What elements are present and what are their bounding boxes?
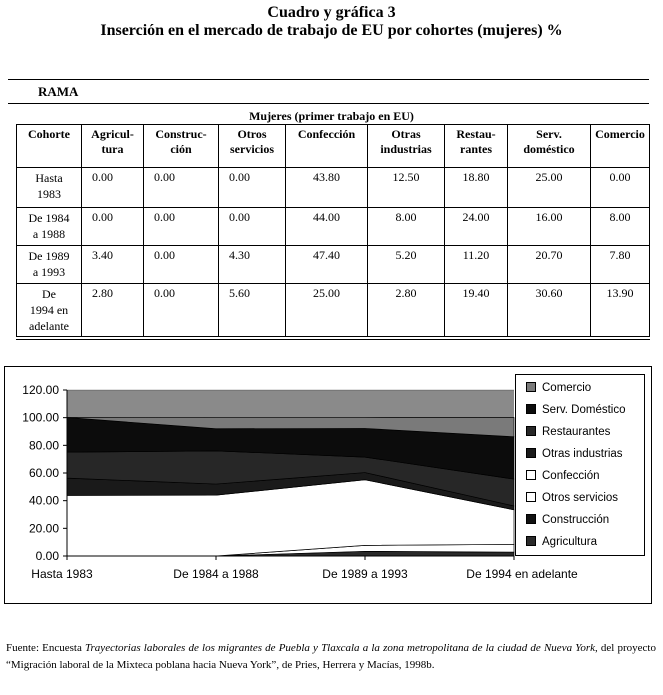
legend-item	[526, 381, 591, 395]
legend-label: Restaurantes	[542, 426, 611, 438]
cohort-cell: Hasta 1983	[17, 168, 82, 208]
value-cell: 11.20	[445, 246, 508, 284]
legend-item	[526, 403, 626, 417]
source-prefix: Fuente: Encuesta	[6, 642, 86, 654]
value-cell: 0.00	[219, 168, 286, 208]
value-cell: 2.80	[82, 284, 144, 337]
value-cell: 0.00	[144, 208, 219, 246]
table-header: Cohorte	[17, 125, 82, 168]
source-note	[6, 640, 656, 674]
value-cell: 0.00	[144, 168, 219, 208]
table-header: Restau- rantes	[445, 125, 508, 168]
y-tick-label: 0.00	[35, 549, 59, 563]
y-tick-label: 20.00	[28, 521, 59, 536]
cohort-cell: De 1994 en adelante	[17, 284, 82, 337]
value-cell: 25.00	[286, 284, 368, 337]
value-cell: 5.20	[368, 246, 445, 284]
value-cell: 44.00	[286, 208, 368, 246]
group-header: Mujeres (primer trabajo en EU)	[249, 109, 414, 123]
legend-item	[526, 535, 597, 549]
legend-swatch	[526, 426, 536, 436]
x-tick-label: Hasta 1983	[31, 567, 93, 581]
cohort-cell: De 1989 a 1993	[17, 246, 82, 284]
legend-label: Comercio	[542, 382, 592, 394]
legend-swatch	[526, 404, 536, 414]
legend-label: Agricultura	[542, 536, 597, 548]
value-cell: 47.40	[286, 246, 368, 284]
legend-item	[526, 513, 609, 527]
value-cell: 25.00	[508, 168, 591, 208]
value-cell: 13.90	[591, 284, 650, 337]
value-cell: 8.00	[591, 208, 650, 246]
table-header: Otros servicios	[219, 125, 286, 168]
value-cell: 43.80	[286, 168, 368, 208]
x-tick-label: De 1984 a 1988	[173, 567, 259, 581]
value-cell: 0.00	[219, 208, 286, 246]
table-header: Comercio	[591, 125, 650, 168]
value-cell: 8.00	[368, 208, 445, 246]
value-cell: 3.40	[82, 246, 144, 284]
legend-swatch	[526, 382, 536, 392]
value-cell: 7.80	[591, 246, 650, 284]
value-cell: 16.00	[508, 208, 591, 246]
table-header: Confección	[286, 125, 368, 168]
x-tick-label: De 1989 a 1993	[322, 567, 408, 581]
legend-label: Confección	[542, 470, 600, 482]
legend-item	[526, 447, 623, 461]
value-cell: 0.00	[82, 208, 144, 246]
legend-swatch	[526, 448, 536, 458]
legend-item	[526, 469, 600, 483]
value-cell: 0.00	[144, 284, 219, 337]
value-cell: 5.60	[219, 284, 286, 337]
y-tick-label: 60.00	[28, 466, 59, 480]
y-tick-label: 120.00	[22, 383, 59, 397]
legend-swatch	[526, 536, 536, 546]
table-header: Agricul- tura	[82, 125, 144, 168]
value-cell: 0.00	[82, 168, 144, 208]
table-header: Otras industrias	[368, 125, 445, 168]
source-survey-title: Trayectorias laborales de los migrantes de Puebla y Tlaxcala a la zona metropolitana de la ciudad de Nueva York	[85, 642, 595, 654]
value-cell: 20.70	[508, 246, 591, 284]
legend-label: Otros servicios	[542, 492, 619, 504]
value-cell: 24.00	[445, 208, 508, 246]
source-suffix: , del proyecto “Migración laboral de la Mixteca poblana hacia Nueva York”, de Pries, Herrera y Macías, 1998b.	[6, 642, 656, 671]
legend-swatch	[526, 514, 536, 524]
chart-legend	[515, 374, 645, 556]
value-cell: 30.60	[508, 284, 591, 337]
table-header: Serv. doméstico	[508, 125, 591, 168]
value-cell: 4.30	[219, 246, 286, 284]
table-header: Construc- ción	[144, 125, 219, 168]
legend-item	[526, 425, 610, 439]
figure-number: Cuadro y gráfica 3	[267, 4, 396, 21]
value-cell: 12.50	[368, 168, 445, 208]
legend-swatch	[526, 470, 536, 480]
rama-label: RAMA	[38, 84, 79, 99]
legend-label: Construcción	[542, 514, 610, 526]
value-cell: 18.80	[445, 168, 508, 208]
legend-label: Otras industrias	[542, 448, 623, 460]
value-cell: 2.80	[368, 284, 445, 337]
value-cell: 0.00	[591, 168, 650, 208]
y-tick-label: 100.00	[22, 410, 59, 425]
y-tick-label: 80.00	[28, 438, 59, 453]
figure-title: Inserción en el mercado de trabajo de EU por cohortes (mujeres) %	[100, 22, 563, 39]
legend-swatch	[526, 492, 536, 502]
y-tick-label: 40.00	[28, 493, 59, 508]
x-tick-label: De 1994 en adelante	[466, 567, 578, 581]
value-cell: 0.00	[144, 246, 219, 284]
value-cell: 19.40	[445, 284, 508, 337]
legend-label: Serv. Doméstico	[542, 404, 626, 416]
cohort-cell: De 1984 a 1988	[17, 208, 82, 246]
legend-item	[526, 491, 618, 505]
